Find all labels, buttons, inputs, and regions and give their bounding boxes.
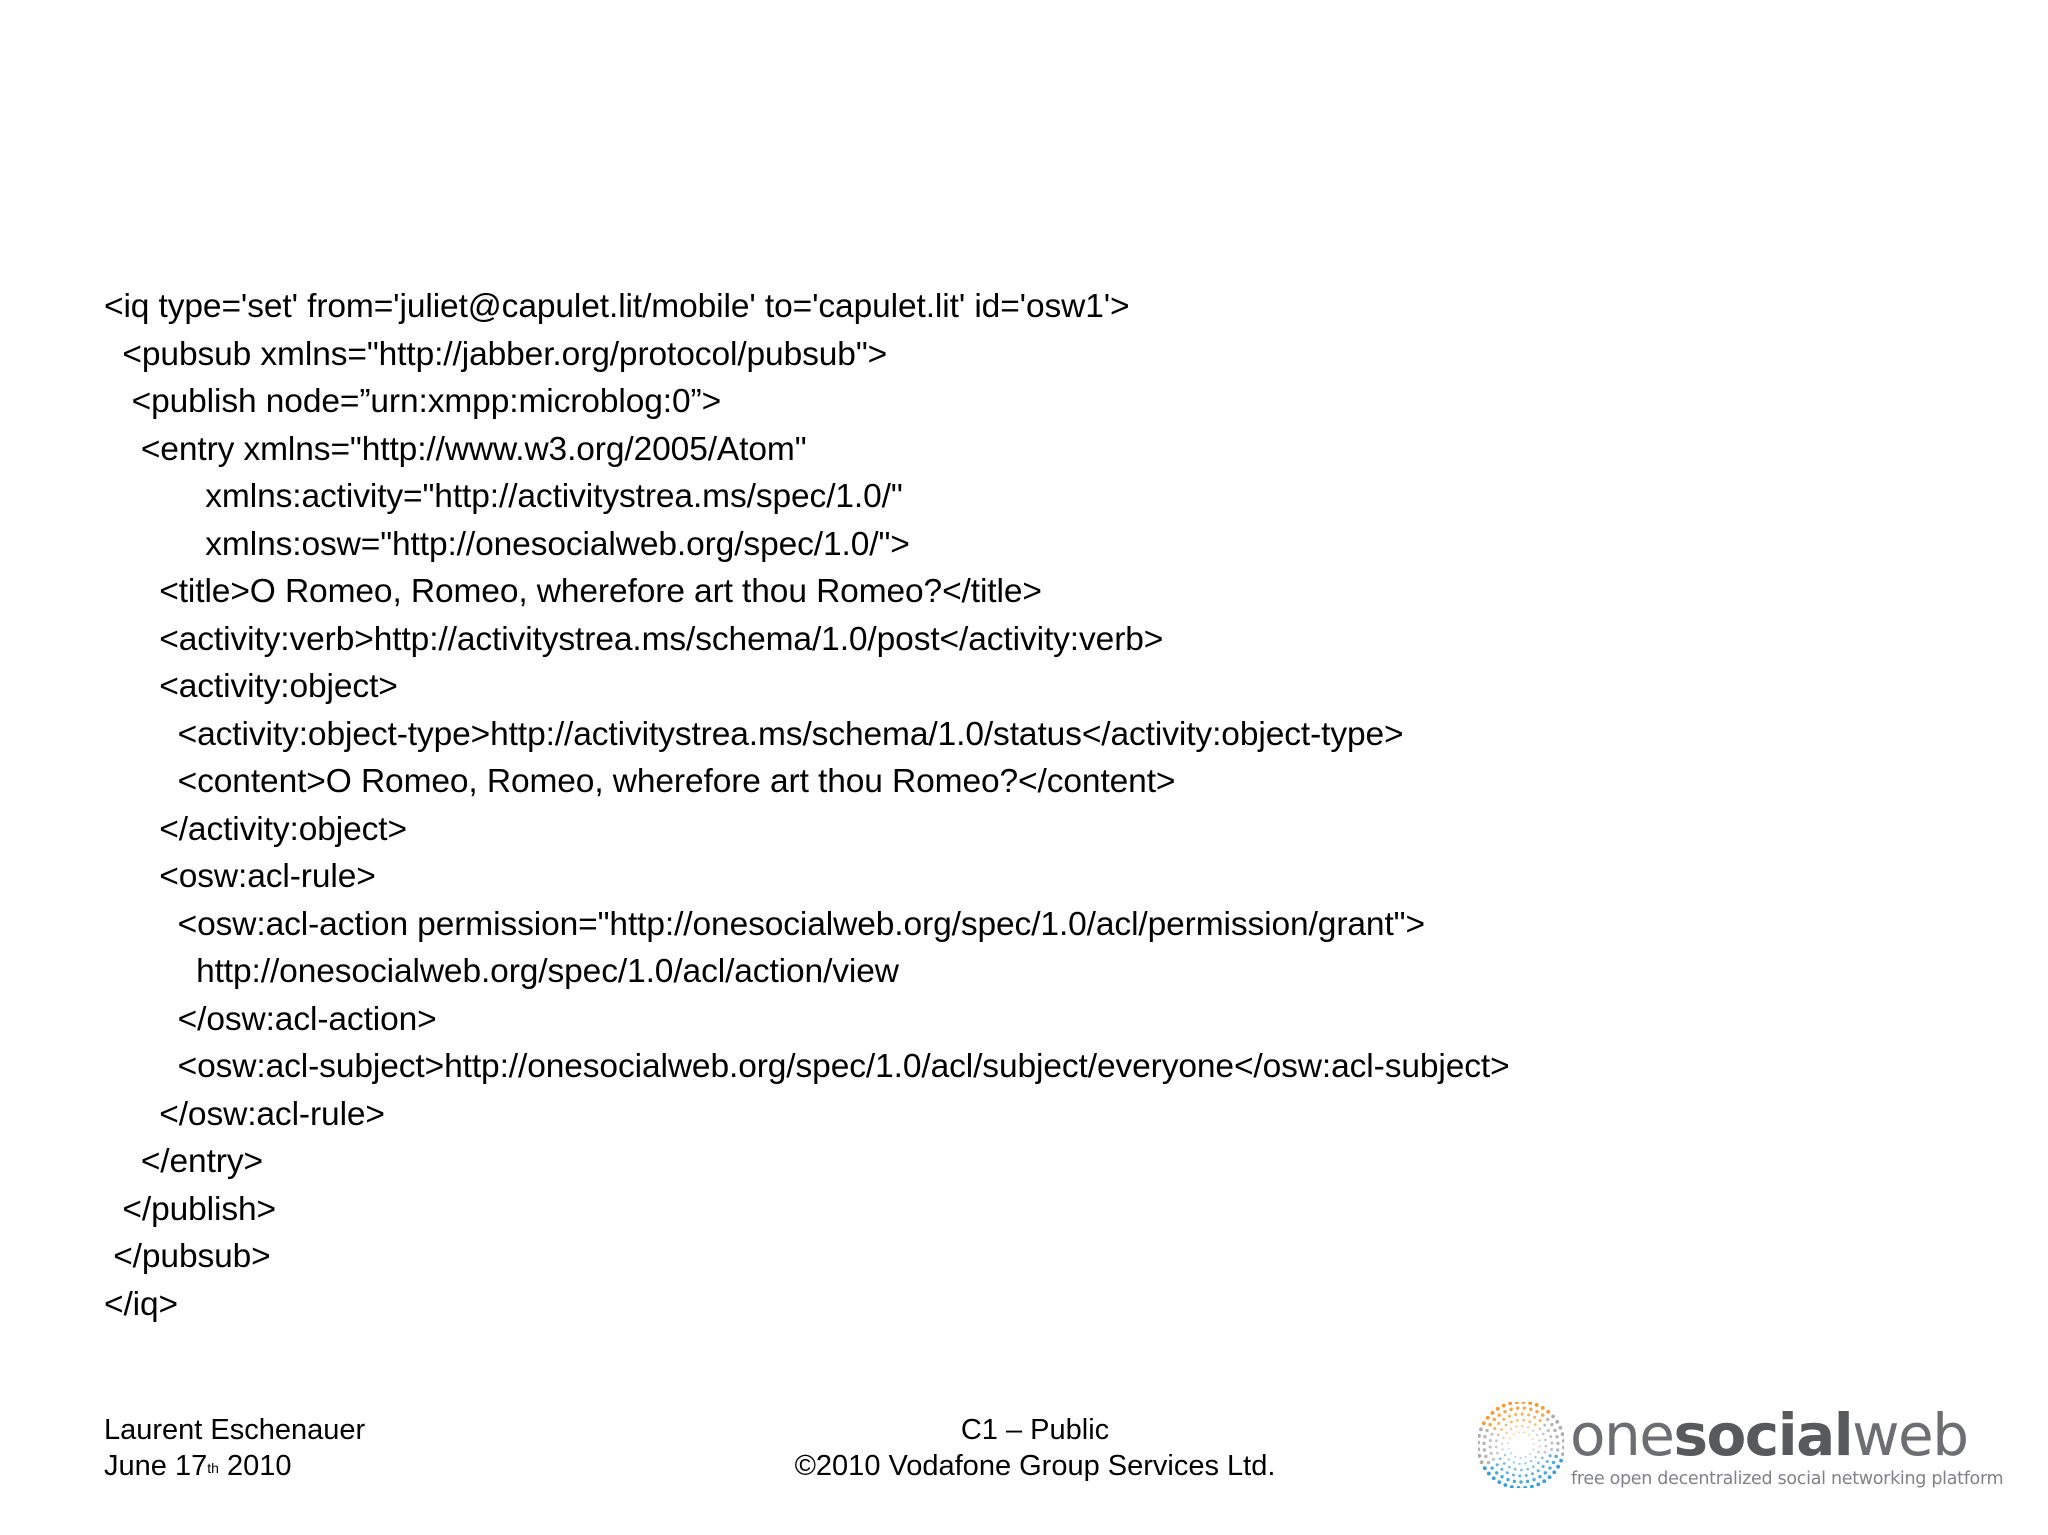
logo-dot <box>1523 1486 1527 1488</box>
logo-dot <box>1523 1406 1526 1409</box>
logo-dot <box>1518 1463 1520 1465</box>
radial-dots-logo-icon <box>1478 1402 1564 1488</box>
code-line: </pubsub> <box>104 1238 271 1275</box>
logo-dot <box>1487 1461 1490 1464</box>
logo-dot <box>1550 1448 1553 1451</box>
logo-dot <box>1514 1468 1517 1471</box>
logo-dot <box>1497 1480 1501 1484</box>
logo-dot <box>1523 1432 1525 1434</box>
logo-dot <box>1542 1465 1545 1468</box>
logo-dot <box>1515 1425 1517 1427</box>
logo-dot <box>1525 1456 1527 1458</box>
logo-dot <box>1510 1485 1514 1488</box>
date-year: 2010 <box>218 1450 292 1482</box>
logo-dot <box>1493 1418 1496 1421</box>
logo-dot <box>1515 1402 1519 1404</box>
logo-dot <box>1483 1435 1486 1438</box>
logo-dot <box>1509 1408 1512 1411</box>
logo-dot <box>1497 1433 1500 1436</box>
logo-dot <box>1528 1402 1532 1405</box>
logo-dot <box>1552 1461 1555 1464</box>
logo-dot <box>1502 1404 1506 1408</box>
logo-dot <box>1536 1482 1540 1486</box>
logo-dot <box>1558 1426 1562 1430</box>
logo-dot <box>1490 1433 1493 1436</box>
code-line: xmlns:activity="http://activitystrea.ms/spec/1.0/" <box>104 478 903 515</box>
code-line: </iq> <box>104 1285 179 1323</box>
logo-dot <box>1527 1413 1530 1416</box>
footer-legal-block <box>620 1412 1450 1484</box>
logo-dot <box>1517 1486 1521 1488</box>
logo-dot <box>1482 1421 1486 1425</box>
logo-dot <box>1492 1476 1496 1480</box>
logo-dot <box>1526 1468 1529 1471</box>
logo-dot <box>1508 1415 1511 1418</box>
logo-dot <box>1492 1458 1495 1461</box>
logo-dot <box>1490 1452 1493 1455</box>
logo-dot <box>1561 1452 1564 1456</box>
brand-tagline: free open decentralized social networking platform <box>1571 1469 2004 1489</box>
logo-dot <box>1486 1416 1490 1420</box>
logo-dot <box>1501 1442 1503 1444</box>
date-prefix: June 17 <box>104 1450 208 1482</box>
onesocialweb-logo <box>1470 1400 2004 1510</box>
logo-dot <box>1510 1428 1512 1430</box>
logo-dot <box>1493 1427 1496 1430</box>
logo-dot <box>1520 1469 1523 1472</box>
code-line: <pubsub xmlns="http://jabber.org/protocol/pubsub"> <box>104 335 888 373</box>
logo-dot <box>1538 1475 1541 1478</box>
logo-dot <box>1527 1426 1529 1428</box>
logo-dot <box>1551 1414 1555 1418</box>
logo-dot <box>1542 1433 1545 1436</box>
logo-dot <box>1513 1480 1516 1483</box>
logo-dot <box>1521 1425 1523 1427</box>
logo-dot <box>1483 1466 1487 1470</box>
code-line: <entry xmlns="http://www.w3.org/2005/Atom" <box>104 430 807 468</box>
logo-dot <box>1502 1418 1505 1421</box>
logo-dot <box>1520 1457 1522 1459</box>
logo-dot <box>1550 1423 1553 1426</box>
logo-dot <box>1556 1465 1560 1469</box>
logo-dot <box>1516 1419 1519 1422</box>
logo-dot <box>1535 1410 1538 1413</box>
code-line: <content>O Romeo, Romeo, wherefore art thou Romeo?</content> <box>104 763 1176 800</box>
logo-dot <box>1547 1429 1550 1432</box>
brand-wordmark <box>1570 1402 1968 1468</box>
code-line: </osw:acl-action> <box>104 1000 437 1038</box>
logo-dot <box>1529 1408 1532 1411</box>
logo-dot <box>1554 1455 1557 1458</box>
date-ordinal: th <box>207 1460 219 1476</box>
logo-dot <box>1544 1451 1547 1454</box>
logo-dot <box>1522 1419 1525 1422</box>
logo-dot <box>1541 1413 1544 1416</box>
logo-dot <box>1546 1460 1549 1463</box>
logo-dot <box>1548 1475 1552 1479</box>
code-line: <publish node=”urn:xmpp:microblog:0”> <box>104 383 722 420</box>
logo-dot <box>1479 1427 1483 1431</box>
logo-dot <box>1548 1466 1551 1469</box>
logo-dot <box>1508 1402 1512 1405</box>
logo-dot <box>1539 1445 1541 1447</box>
logo-dot <box>1488 1423 1491 1426</box>
logo-dot <box>1539 1427 1542 1430</box>
logo-dot <box>1507 1442 1509 1444</box>
logo-dot <box>1546 1418 1549 1421</box>
code-line: <osw:acl-rule> <box>104 858 376 895</box>
logo-dot <box>1480 1460 1484 1464</box>
logo-dot <box>1487 1472 1491 1476</box>
code-line: xmlns:osw="http://onesocialweb.org/spec/1.0/"> <box>104 525 910 563</box>
logo-dot <box>1549 1454 1552 1457</box>
logo-dot <box>1531 1472 1534 1475</box>
logo-dot <box>1518 1474 1521 1477</box>
logo-dot <box>1556 1442 1559 1445</box>
logo-dot <box>1549 1435 1552 1438</box>
logo-dot <box>1500 1475 1503 1478</box>
code-line: <osw:acl-action permission="http://onesocialweb.org/spec/1.0/acl/permission/grant"> <box>104 905 1425 943</box>
logo-dot <box>1532 1465 1535 1468</box>
logo-dot <box>1504 1454 1506 1456</box>
logo-dot <box>1555 1435 1558 1438</box>
logo-dot <box>1528 1434 1530 1436</box>
logo-dot <box>1553 1429 1556 1432</box>
logo-dot <box>1502 1437 1504 1439</box>
logo-dot <box>1508 1466 1511 1469</box>
logo-dot <box>1505 1424 1508 1427</box>
logo-dot <box>1542 1479 1546 1483</box>
logo-dot <box>1532 1429 1534 1431</box>
logo-dot <box>1513 1433 1515 1435</box>
logo-dot <box>1490 1466 1493 1469</box>
logo-dot <box>1561 1432 1564 1436</box>
logo-dot <box>1509 1437 1511 1439</box>
brand-name-part: one <box>1570 1401 1674 1469</box>
logo-dot <box>1538 1439 1540 1441</box>
logo-dot <box>1512 1473 1515 1476</box>
logo-dot <box>1498 1413 1501 1416</box>
logo-dot <box>1541 1457 1544 1460</box>
logo-dot <box>1544 1471 1547 1474</box>
logo-dot <box>1506 1478 1509 1481</box>
brand-name-part: social <box>1673 1401 1853 1469</box>
code-line: </activity:object> <box>104 810 407 848</box>
code-line: <osw:acl-subject>http://onesocialweb.org/spec/1.0/acl/subject/everyone</osw:acl-subject> <box>104 1048 1510 1085</box>
classification-label: C1 – Public <box>960 1414 1110 1446</box>
code-line: <activity:object> <box>104 668 398 705</box>
logo-dot <box>1503 1410 1506 1413</box>
logo-dot <box>1499 1457 1502 1460</box>
logo-dot <box>1529 1453 1531 1455</box>
logo-dot <box>1537 1451 1539 1453</box>
logo-dot <box>1513 1461 1515 1463</box>
logo-dot <box>1503 1462 1506 1465</box>
logo-dot <box>1530 1460 1532 1462</box>
logo-dot <box>1541 1406 1545 1410</box>
logo-dot <box>1559 1459 1563 1463</box>
logo-dot <box>1478 1434 1481 1438</box>
logo-dot <box>1489 1446 1492 1449</box>
code-line: </osw:acl-rule> <box>104 1095 385 1133</box>
logo-dot <box>1510 1421 1513 1424</box>
footer-author-block <box>104 1412 365 1484</box>
logo-dot <box>1503 1483 1507 1487</box>
logo-dot <box>1516 1406 1519 1409</box>
logo-dot <box>1535 1403 1539 1407</box>
logo-dot <box>1485 1429 1488 1432</box>
logo-dot <box>1533 1416 1536 1419</box>
logo-dot <box>1514 1456 1516 1458</box>
brand-name-part: web <box>1852 1401 1968 1469</box>
logo-dot <box>1496 1407 1500 1411</box>
logo-dot <box>1501 1448 1503 1450</box>
logo-dot <box>1537 1469 1540 1472</box>
logo-dot <box>1562 1446 1564 1450</box>
logo-dot <box>1552 1470 1556 1474</box>
logo-dot <box>1500 1428 1503 1431</box>
logo-dot <box>1521 1413 1524 1416</box>
logo-dot <box>1556 1448 1559 1451</box>
logo-dot <box>1510 1452 1512 1454</box>
logo-dot <box>1478 1447 1480 1451</box>
logo-dot <box>1478 1441 1480 1445</box>
logo-dot <box>1508 1458 1510 1460</box>
logo-dot <box>1484 1455 1487 1458</box>
logo-dot <box>1537 1462 1540 1465</box>
code-line: <iq type='set' from='juliet@capulet.lit/mobile' to='capulet.lit' id='osw1'> <box>104 288 1130 325</box>
logo-dot <box>1508 1448 1510 1450</box>
logo-dot <box>1518 1431 1520 1433</box>
logo-dot <box>1544 1439 1547 1442</box>
code-line: <activity:object-type>http://activitystrea.ms/schema/1.0/status</activity:object-type> <box>104 715 1404 753</box>
logo-dot <box>1490 1411 1494 1415</box>
logo-dot <box>1522 1402 1526 1404</box>
logo-dot <box>1519 1480 1522 1483</box>
logo-dot <box>1546 1410 1550 1414</box>
logo-dot <box>1495 1471 1498 1474</box>
logo-dot <box>1539 1419 1542 1422</box>
logo-dot <box>1500 1468 1503 1471</box>
presentation-date <box>104 1448 365 1484</box>
xml-code-block <box>104 283 1510 1328</box>
logo-dot <box>1495 1439 1498 1442</box>
code-line: </entry> <box>104 1143 263 1180</box>
copyright-notice: ©2010 Vodafone Group Services Ltd. <box>794 1450 1276 1482</box>
logo-dot <box>1489 1439 1492 1442</box>
logo-dot <box>1525 1474 1528 1477</box>
logo-dot <box>1514 1413 1517 1416</box>
logo-dot <box>1545 1445 1548 1448</box>
logo-dot <box>1483 1448 1486 1451</box>
logo-dot <box>1495 1446 1498 1449</box>
code-line: </publish> <box>104 1190 277 1228</box>
logo-dot <box>1526 1480 1529 1483</box>
logo-dot <box>1550 1441 1553 1444</box>
logo-dot <box>1543 1424 1546 1427</box>
code-line: http://onesocialweb.org/spec/1.0/acl/action/view <box>104 953 899 990</box>
code-line: <activity:verb>http://activitystrea.ms/schema/1.0/post</activity:verb> <box>104 620 1164 658</box>
logo-dot <box>1496 1463 1499 1466</box>
code-line: <title>O Romeo, Romeo, wherefore art thou Romeo?</title> <box>104 573 1042 610</box>
logo-dot <box>1562 1439 1564 1443</box>
author-name: Laurent Eschenauer <box>104 1414 366 1446</box>
logo-dot <box>1496 1452 1499 1455</box>
logo-dot <box>1532 1478 1535 1481</box>
logo-dot <box>1482 1442 1485 1445</box>
logo-dot <box>1534 1423 1537 1426</box>
logo-dot <box>1534 1456 1536 1458</box>
logo-dot <box>1555 1420 1559 1424</box>
logo-dot <box>1528 1420 1531 1423</box>
logo-dot <box>1532 1448 1534 1450</box>
logo-dot <box>1536 1434 1538 1436</box>
logo-dot <box>1530 1485 1534 1488</box>
logo-dot <box>1533 1443 1535 1445</box>
logo-dot <box>1506 1471 1509 1474</box>
logo-dot <box>1505 1432 1507 1434</box>
logo-dot <box>1478 1454 1481 1458</box>
logo-dot <box>1531 1438 1533 1440</box>
logo-dot <box>1497 1422 1500 1425</box>
logo-dot <box>1524 1462 1526 1464</box>
